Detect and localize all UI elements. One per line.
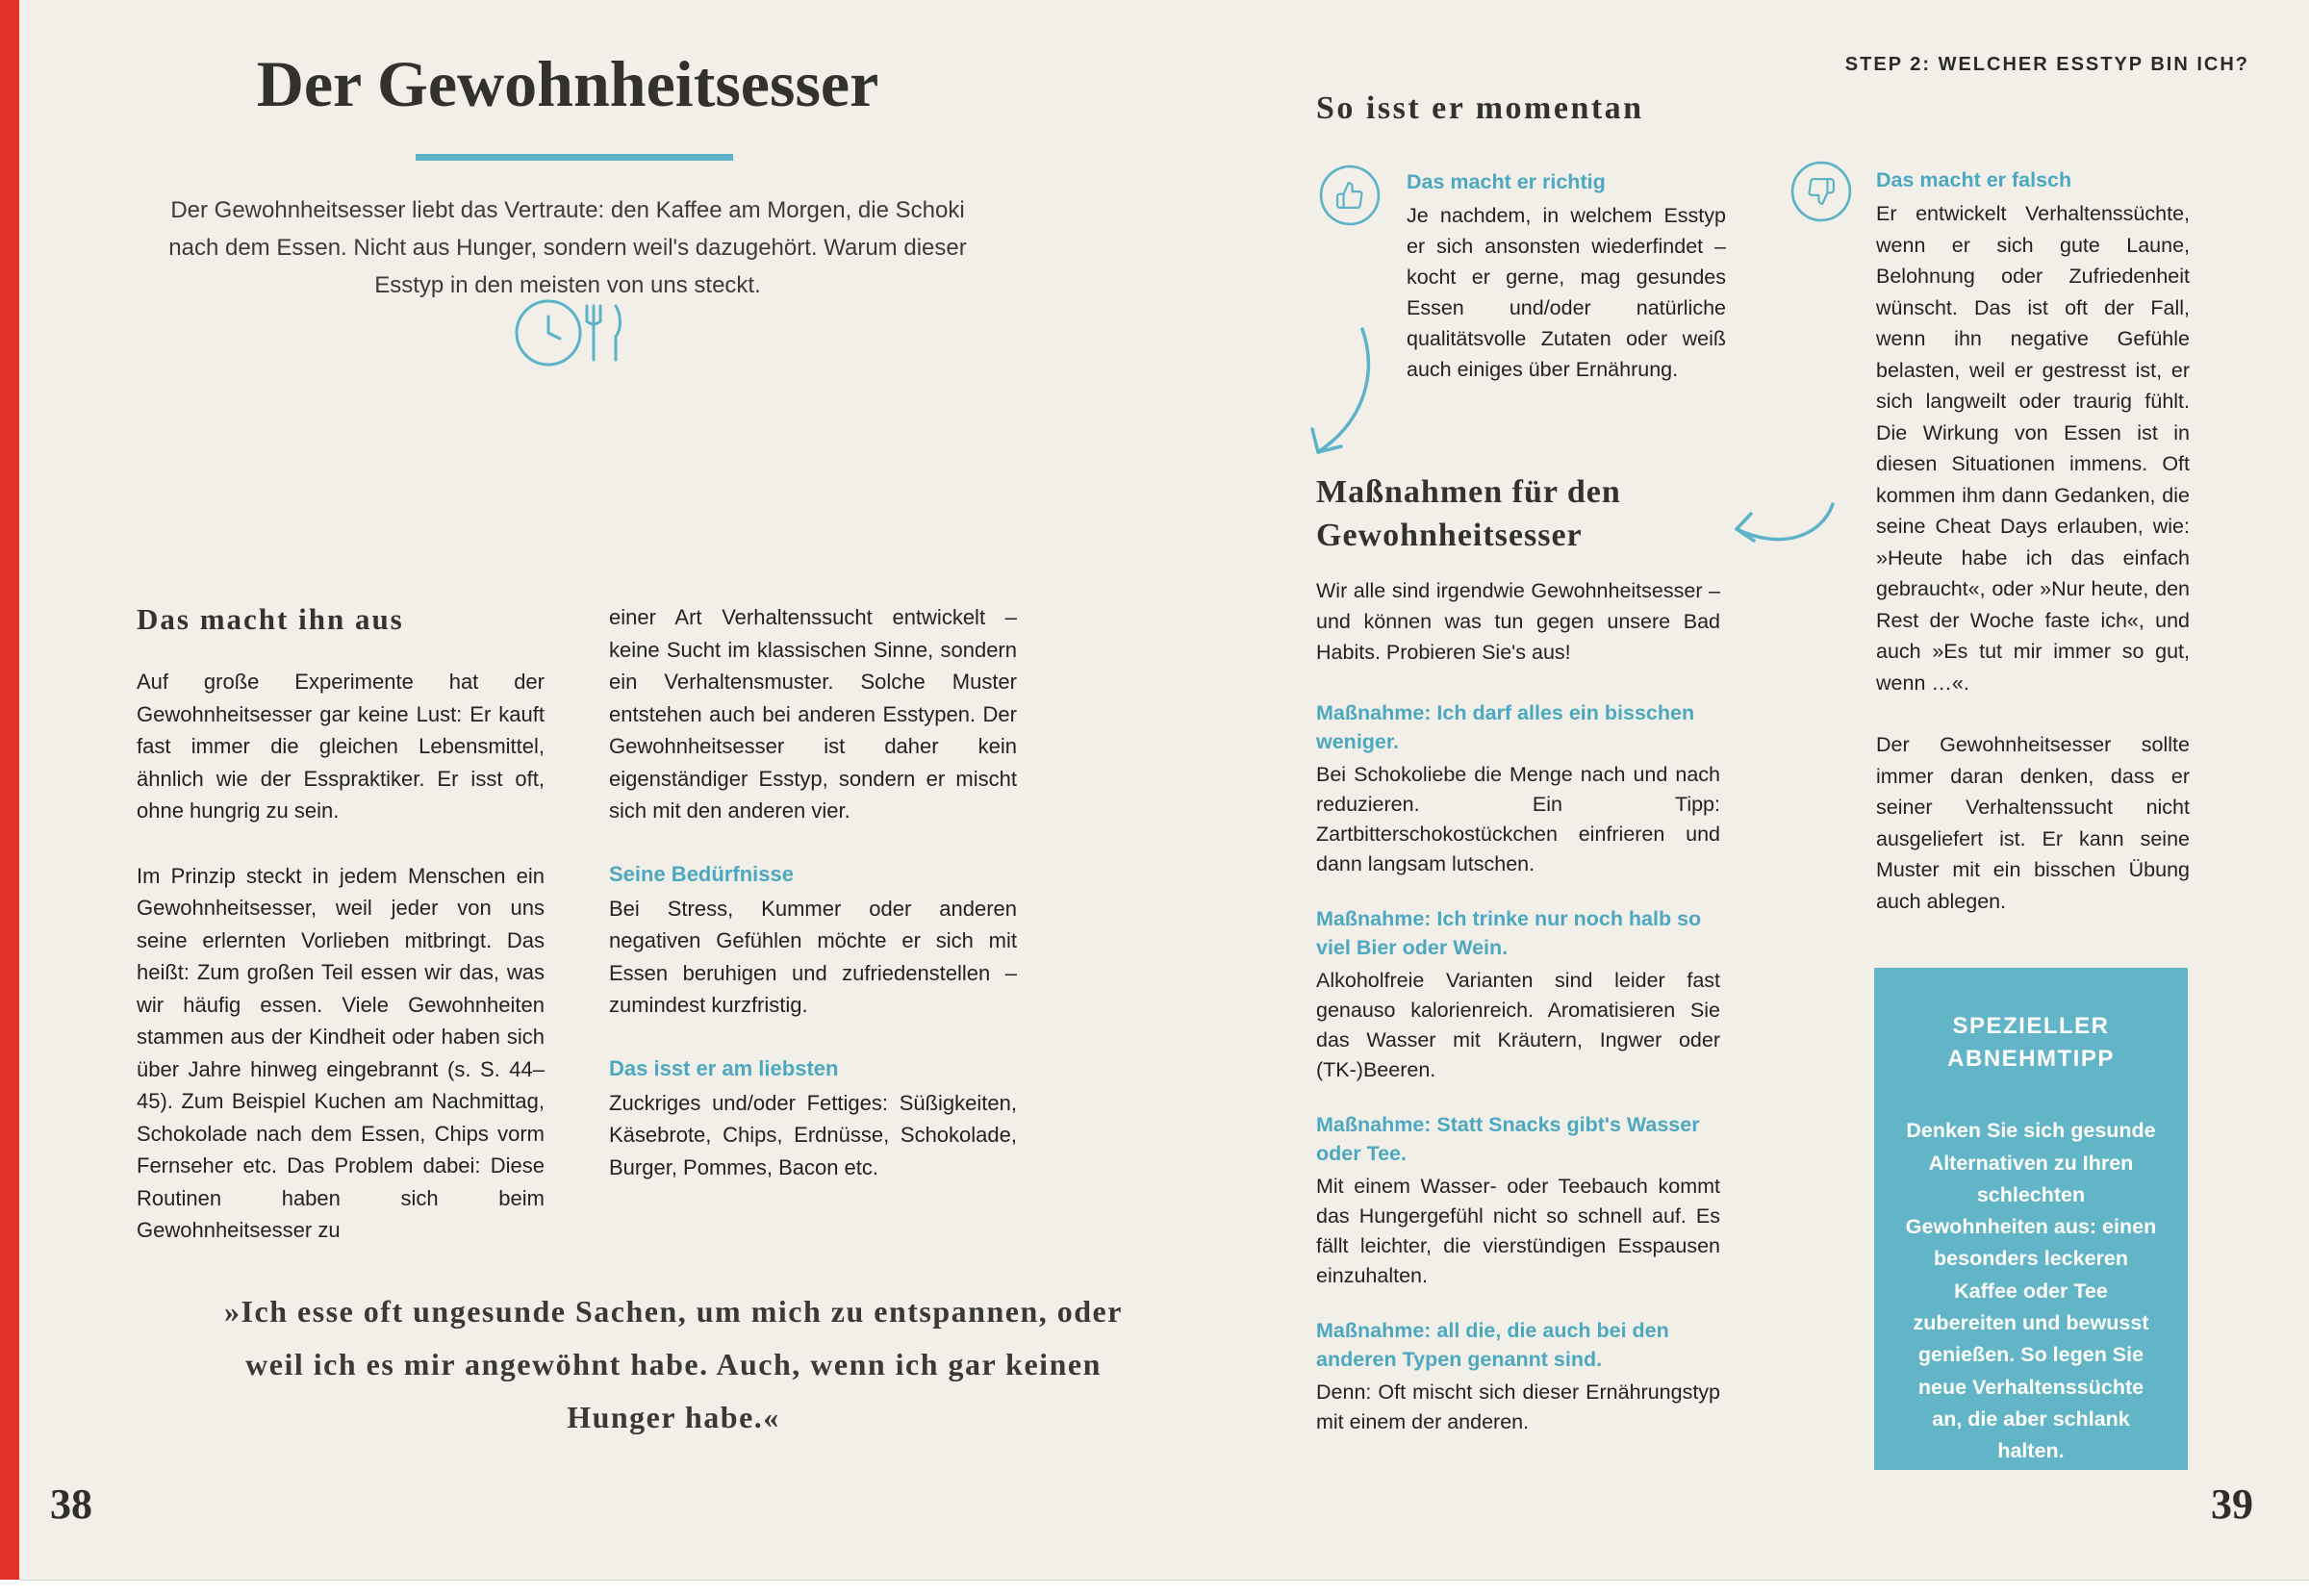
subheading-does-wrong: Das macht er falsch xyxy=(1876,168,2072,191)
measure-item xyxy=(1316,1110,1720,1291)
measure-item xyxy=(1316,698,1720,879)
body-paragraph: Er entwickelt Verhaltenssüchte, wenn er sich gute Laune, Belohnung oder Zufriedenheit wünscht. Das ist oft der Fall, wenn ihn negative Gefühle belasten, weil er gestresst ist, er sich langweilt oder traurig fühlt. Die Wirkung von Essen ist in diesen Situationen immens. Oft kommen ihm dann Gedanken, die seine Cheat Days erlauben, wie: »Heute habe ich das einfach gebraucht«, oder »Nur heute, den Rest der Woche faste ich«, und auch »Es tut mir immer so gut, wenn …«. xyxy=(1876,202,2190,695)
body-paragraph: Je nachdem, in welchem Esstyp er sich ansonsten wiederfindet – kocht er gerne, mag gesundes Essen und/oder natürliche qualitätsvolle Zutaten oder weiß auch einiges über Ernährung. xyxy=(1407,204,1726,381)
subheading-does-right: Das macht er richtig xyxy=(1407,170,1606,193)
measures-heading: Maßnahmen für den Gewohnheitsesser xyxy=(1316,474,1621,553)
body-paragraph: Zuckriges und/oder Fettiges: Süßigkeiten, Käsebrote, Chips, Erdnüsse, Schokolade, Burger, Pommes, Bacon etc. xyxy=(609,1090,1017,1179)
left-column-1 xyxy=(137,666,545,1279)
intro-paragraph: Der Gewohnheitsesser liebt das Vertraute: den Kaffee am Morgen, die Schoki nach dem Essen. Nicht aus Hunger, sondern weil's dazugehört. Warum dieser Esstyp in den meisten von uns steckt. xyxy=(168,197,967,298)
measure-text: Mit einem Wasser- oder Teebauch kommt das Hungergefühl nicht so schnell auf. Es fällt leichter, die vierstündigen Esspausen einzuhalten. xyxy=(1316,1175,1720,1287)
measure-heading: Maßnahme: all die, die auch bei den anderen Typen genannt sind. xyxy=(1316,1319,1669,1371)
measure-item xyxy=(1316,904,1720,1085)
body-paragraph: einer Art Verhaltenssucht entwickelt – keine Sucht im klassischen Sinne, sondern ein Verhaltensmuster. Solche Muster entstehen auch bei anderen Esstypen. Der Gewohnheitsesser ist daher kein eigenständiger Esstyp, sondern er mischt sich mit den anderen vier. xyxy=(609,605,1017,823)
clock-cutlery-icon xyxy=(508,285,631,382)
measure-heading: Maßnahme: Statt Snacks gibt's Wasser oder Tee. xyxy=(1316,1113,1700,1165)
measure-item xyxy=(1316,1316,1720,1437)
page-title: Der Gewohnheitsesser xyxy=(256,47,879,120)
measure-text: Alkoholfreie Varianten sind leider fast genauso kalorienreich. Aromatisieren Sie das Wasser mit Kräutern, Ingwer oder (TK-)Beeren. xyxy=(1316,969,1720,1081)
thumbs-up-icon xyxy=(1318,164,1382,227)
page-stack-edge xyxy=(19,1580,2309,1596)
special-tip-box xyxy=(1874,968,2188,1470)
page-number-left: 38 xyxy=(50,1481,92,1528)
tip-box-heading: SPEZIELLER ABNEHMTIPP xyxy=(1947,1013,2115,1072)
does-wrong-block xyxy=(1876,165,2190,917)
measure-heading: Maßnahme: Ich trinke nur noch halb so viel Bier oder Wein. xyxy=(1316,907,1702,959)
section-heading-current: So isst er momentan xyxy=(1316,90,1644,126)
thumbs-down-icon xyxy=(1789,160,1853,223)
does-right-block xyxy=(1407,167,1726,385)
pull-quote: »Ich esse oft ungesunde Sachen, um mich zu entspannen, oder weil ich es mir angewöhnt habe. Auch, wenn ich gar keinen Hunger habe.« xyxy=(224,1294,1123,1435)
body-paragraph: Bei Stress, Kummer oder anderen negativen Gefühlen möchte er sich mit Essen beruhigen und zufriedenstellen – zumindest kurzfristig. xyxy=(609,896,1017,1017)
measure-text: Bei Schokoliebe die Menge nach und nach reduzieren. Ein Tipp: Zartbitterschokostückchen einfrieren und dann langsam lutschen. xyxy=(1316,763,1720,875)
body-paragraph: Im Prinzip steckt in jedem Menschen ein Gewohnheitsesser, weil jeder von uns seine erlernten Vorlieben mitbringt. Das heißt: Zum großen Teil essen wir das, was wir häufig essen. Viele Gewohnheiten stammen aus der Kindheit oder haben sich über Jahre hinweg eingebrannt (s. S. 44–45). Zum Beispiel Kuchen am Nachmittag, Schokolade nach dem Essen, Chips vorm Fernseher etc. Das Problem dabei: Diese Routinen haben sich beim Gewohnheitsesser zu xyxy=(137,863,545,1242)
curved-arrow-left-icon xyxy=(1725,491,1840,563)
curved-arrow-down-icon xyxy=(1280,323,1385,472)
measures-list xyxy=(1316,698,1720,1462)
section-heading: Das macht ihn aus xyxy=(137,602,404,636)
subheading-favorite-food: Das isst er am liebsten xyxy=(609,1055,839,1080)
tip-box-text: Denken Sie sich gesunde Alternativen zu Ihren schlechten Gewohnheiten aus: einen besonders leckeren Kaffee oder Tee zubereiten und bewusst genießen. So legen Sie neue Verhaltenssüchte an, die aber schlank halten. xyxy=(1905,1119,2157,1463)
title-divider xyxy=(416,154,733,161)
page-number-right: 39 xyxy=(2211,1481,2253,1528)
book-cover-edge xyxy=(0,0,19,1580)
body-paragraph: Auf große Experimente hat der Gewohnheitsesser gar keine Lust: Er kauft fast immer die gleichen Lebensmittel, ähnlich wie der Esspraktiker. Er isst oft, ohne hungrig zu sein. xyxy=(137,670,545,823)
measures-intro: Wir alle sind irgendwie Gewohnheitsesser – und können was tun gegen unsere Bad Habits. Probieren Sie's aus! xyxy=(1316,579,1720,664)
left-column-2 xyxy=(609,601,1017,1216)
running-header: STEP 2: WELCHER ESSTYP BIN ICH? xyxy=(1844,54,2249,75)
measure-text: Denn: Oft mischt sich dieser Ernährungstyp mit einem der anderen. xyxy=(1316,1381,1720,1433)
body-paragraph: Der Gewohnheitsesser sollte immer daran denken, dass er seiner Verhaltenssucht nicht ausgeliefert ist. Er kann seine Muster mit ein bisschen Übung auch ablegen. xyxy=(1876,733,2190,913)
measure-heading: Maßnahme: Ich darf alles ein bisschen weniger. xyxy=(1316,701,1695,753)
subheading-needs: Seine Bedürfnisse xyxy=(609,861,794,886)
